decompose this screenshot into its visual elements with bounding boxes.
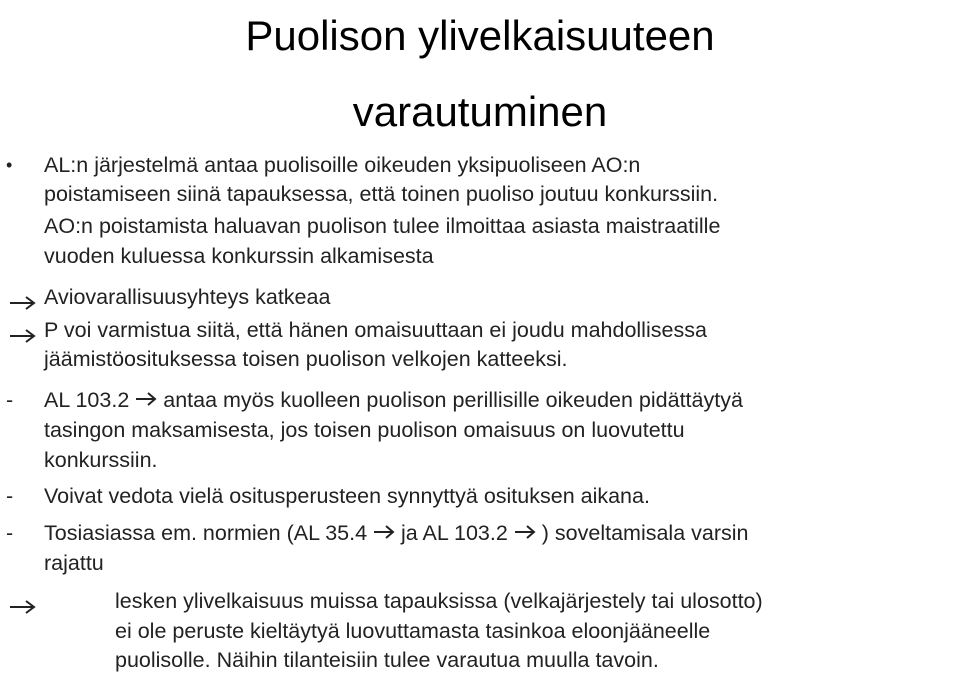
dash-marker: -: [6, 388, 14, 412]
right-arrow-icon: [135, 391, 157, 407]
arrow-3-line-2: ei ole peruste kieltäytyä luovuttamasta tasinkoa eloonjääneelle: [115, 619, 711, 643]
dash-3-part-3: ) soveltamisala varsin: [541, 521, 749, 545]
right-arrow-icon: [9, 288, 36, 320]
right-arrow-icon: [9, 592, 36, 624]
arrow-3-line-3: puolisolle. Näihin tilanteisiin tulee varautua muulla tavoin.: [115, 648, 659, 672]
bullet-line-2: poistamiseen siinä tapauksessa, että toinen puoliso joutuu konkurssiin.: [44, 182, 719, 206]
right-arrow-icon: [9, 321, 36, 353]
dash-3-part-1: Tosiasiassa em. normien (AL 35.4: [44, 521, 368, 545]
dash-1-line-2: tasingon maksamisesta, jos toisen puolison omaisuus on luovutettu: [44, 418, 685, 442]
arrow-2-line-2: jäämistöosituksessa toisen puolison velkojen katteeksi.: [44, 347, 568, 371]
dash-3-line-2: rajattu: [44, 551, 104, 575]
arrow-3-line-1: lesken ylivelkaisuus muissa tapauksissa (velkajärjestely tai ulosotto): [115, 589, 763, 613]
bullet-line-1: AL:n järjestelmä antaa puolisoille oikeuden yksipuoliseen AO:n: [44, 153, 641, 177]
arrow-1-text: Aviovarallisuusyhteys katkeaa: [44, 285, 331, 309]
right-arrow-icon: [373, 524, 395, 540]
slide-title: [0, 0, 960, 150]
title-line-2: varautuminen: [352, 88, 608, 135]
dash-2-text: Voivat vedota vielä ositusperusteen synnyttyä osituksen aikana.: [44, 484, 650, 508]
arrow-2-line-1: P voi varmistua siitä, että hänen omaisuuttaan ei joudu mahdollisessa: [44, 318, 707, 342]
right-arrow-icon: [514, 524, 536, 540]
bullet-line-3: AO:n poistamista haluavan puolison tulee ilmoittaa asiasta maistraatille: [44, 214, 721, 238]
dash-1-text: antaa myös kuolleen puolison perillisille oikeuden pidättäytyä: [163, 388, 743, 412]
bullet-line-4: vuoden kuluessa konkurssin alkamisesta: [44, 244, 434, 268]
dash-1-line-3: konkurssiin.: [44, 448, 158, 472]
title-line-1: Puolison ylivelkaisuuteen: [245, 12, 715, 59]
dash-1-ref: AL 103.2: [44, 388, 130, 412]
dash-marker: -: [6, 484, 14, 508]
dash-marker: -: [6, 521, 14, 545]
dash-3-part-2: ja AL 103.2: [401, 521, 508, 545]
bullet-marker: •: [6, 155, 13, 175]
